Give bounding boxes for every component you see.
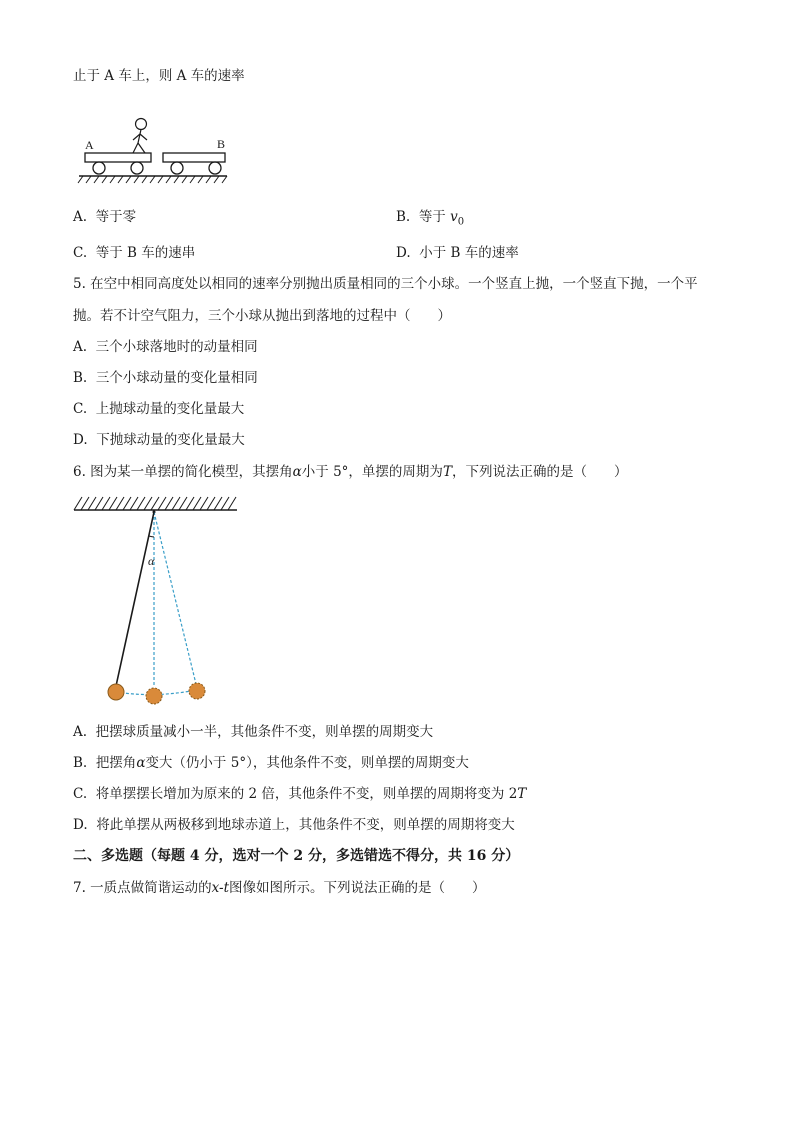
pendulum-ball-center <box>146 688 162 704</box>
cart-b-label: B <box>217 137 226 151</box>
angle-label: α <box>148 554 155 568</box>
cart-b <box>163 153 225 162</box>
person-icon <box>133 119 147 154</box>
pendulum-ball-right <box>189 683 205 699</box>
q5-option-a[interactable]: A. 三个小球落地时的动量相同 <box>73 339 258 355</box>
q6-option-b[interactable]: B. 把摆角α变大（仍小于 5°），其他条件不变，则单摆的周期变大 <box>73 755 469 771</box>
q5-option-b[interactable]: B. 三个小球动量的变化量相同 <box>73 370 258 386</box>
q4-options-row-2 <box>73 244 733 262</box>
q4-option-c[interactable]: C. 等于 B 车的速串 <box>73 245 196 261</box>
section-2-heading: 二、多选题（每题 4 分，选对一个 2 分，多选错选不得分，共 16 分） <box>73 848 520 864</box>
q4-options-row-1 <box>73 208 733 232</box>
q6-pendulum-figure <box>70 492 250 712</box>
ceiling-hatch <box>74 497 236 510</box>
q6-option-d[interactable]: D. 将此单摆从两极移到地球赤道上，其他条件不变，则单摆的周期将变大 <box>73 817 515 833</box>
q6-stem: 6. 图为某一单摆的简化模型，其摆角α小于 5°，单摆的周期为T，下列说法正确的是（ ） <box>73 464 628 480</box>
q4-option-b[interactable]: B. 等于 $v_0$ <box>396 209 465 228</box>
pendulum-string <box>116 512 154 686</box>
q4-stem-tail: 止于 A 车上，则 A 车的速率 <box>73 68 245 84</box>
cart-b-wheel <box>171 162 183 174</box>
q4-carts-figure <box>75 115 235 185</box>
q5-option-c[interactable]: C. 上抛球动量的变化量最大 <box>73 401 245 417</box>
pendulum-ball <box>108 684 124 700</box>
cart-b-wheel <box>209 162 221 174</box>
q4-option-d[interactable]: D. 小于 B 车的速率 <box>396 245 519 261</box>
q4-option-a[interactable]: A. 等于零 <box>73 209 137 225</box>
q5-option-d[interactable]: D. 下抛球动量的变化量最大 <box>73 432 245 448</box>
angle-arc <box>149 536 154 537</box>
q5-stem-line-2: 抛。若不计空气阻力，三个小球从抛出到落地的过程中（ ） <box>73 308 451 324</box>
dashed-right-string <box>154 512 196 684</box>
cart-a-wheel <box>131 162 143 174</box>
q6-option-a[interactable]: A. 把摆球质量减小一半，其他条件不变，则单摆的周期变大 <box>73 724 434 740</box>
q6-option-c[interactable]: C. 将单摆摆长增加为原来的 2 倍，其他条件不变，则单摆的周期将变为 2T <box>73 786 527 802</box>
cart-a <box>85 153 151 162</box>
q5-stem-line-1: 5. 在空中相同高度处以相同的速率分别抛出质量相同的三个小球。一个竖直上抛，一个竖直下抛，一个平 <box>73 276 698 292</box>
q7-stem: 7. 一质点做简谐运动的x-t图像如图所示。下列说法正确的是（ ） <box>73 880 486 896</box>
ground-hatch <box>78 176 227 183</box>
cart-a-wheel <box>93 162 105 174</box>
cart-a-label: A <box>85 138 94 152</box>
